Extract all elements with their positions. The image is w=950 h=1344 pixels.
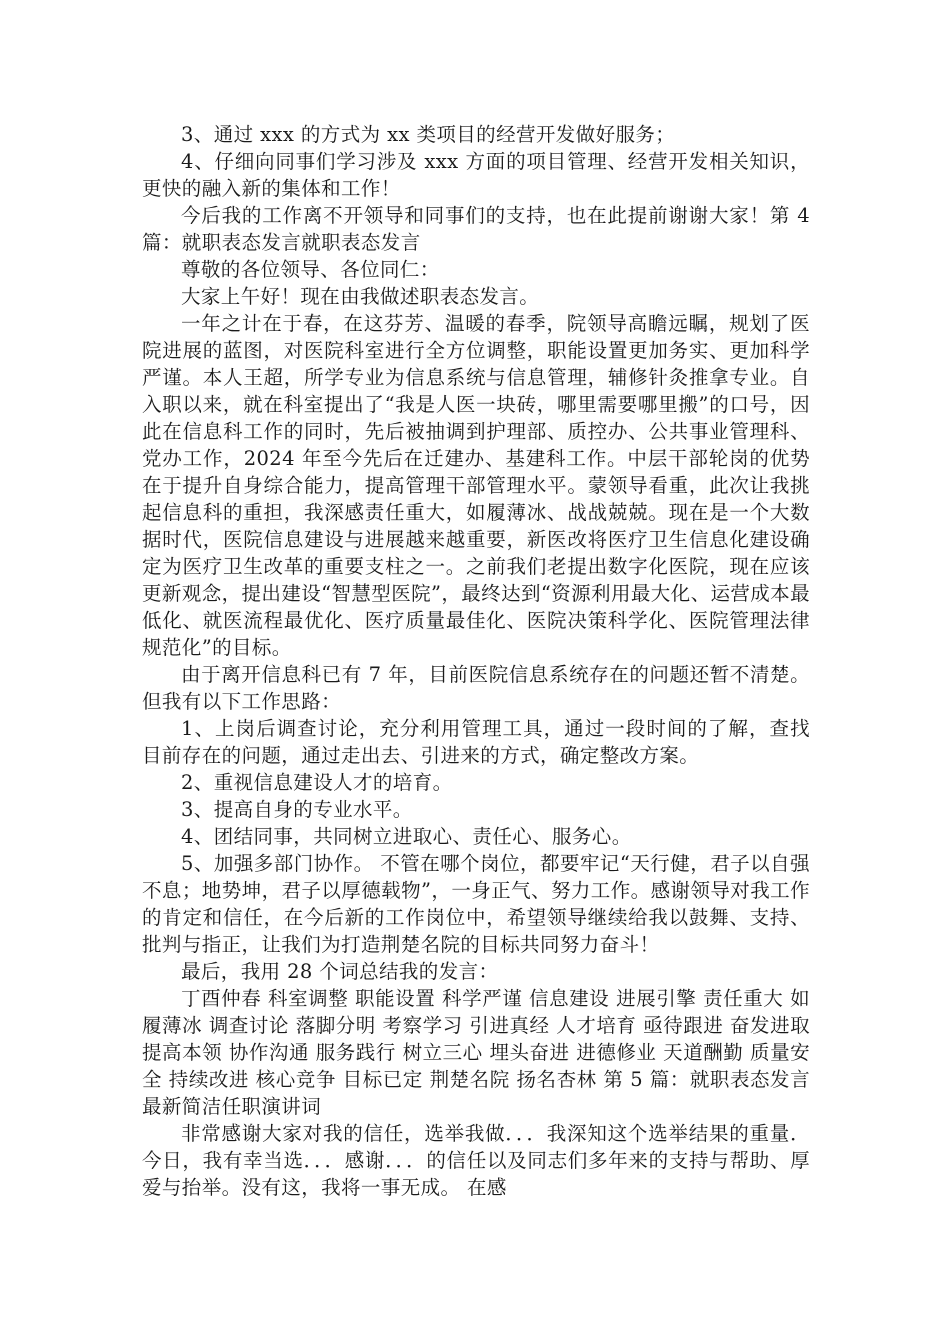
paragraph: 4、仔细向同事们学习涉及 xxx 方面的项目管理、经营开发相关知识，更快的融入新的集体和工作！ — [142, 150, 810, 200]
paragraph: 大家上午好！现在由我做述职表态发言。 — [181, 285, 540, 308]
paragraph: 由于离开信息科已有 7 年，目前医院信息系统存在的问题还暂不清楚。但我有以下工作思路： — [142, 663, 810, 713]
paragraph: 一年之计在于春，在这芬芳、温暖的春季，院领导高瞻远瞩，规划了医院进展的蓝图，对医院科室进行全方位调整，职能设置更加务实、更加科学严谨。本人王超，所学专业为信息系统与信息管理，辅修针灸推拿专业。自入职以来，就在科室提出了“我是人医一块砖，哪里需要哪里搬”的口号，因此在信息科工作的同时，先后被抽调到护理部、质控办、公共事业管理科、党办工作，2024 年至今先后在迁建办、基建科工作。中层干部轮岗的优势在于提升自身综合能力，提高管理干部管理水平。蒙领导看重，此次让我挑起信息科的重担，我深感责任重大，如履薄冰、战战兢兢。现在是一个大数据时代，医院信息建设与进展越来越重要，新医改将医疗卫生信息化建设确定为医疗卫生改革的重要支柱之一。之前我们老提出数字化医院，现在应该更新观念，提出建设“智慧型医院”，最终达到“资源利用最大化、运营成本最低化、就医流程最优化、医疗质量最佳化、医院决策科学化、医院管理法律规范化”的目标。 — [142, 312, 810, 659]
paragraph: 非常感谢大家对我的信任，选举我做．．．我深知这个选举结果的重量．今日，我有幸当选．．．感谢．．．的信任以及同志们多年来的支持与帮助、厚爱与抬举。没有这，我将一事无成。 在感 — [142, 1122, 810, 1199]
paragraph: 2、重视信息建设人才的培育。 — [181, 771, 453, 794]
paragraph: 丁酉仲春 科室调整 职能设置 科学严谨 信息建设 进展引擎 责任重大 如履薄冰 调查讨论 落脚分明 考察学习 引进真经 人才培育 亟待跟进 奋发进取 提高本领 协作沟通 服务践行 树立三心 埋头奋进 进德修业 天道酬勤 质量安全 持续改进 核心竞争 目标已定 荆楚名院 扬名杏林 第 5 篇：就职表态发言最新简洁任职演讲词 — [142, 987, 810, 1118]
paragraph: 1、上岗后调查讨论，充分利用管理工具，通过一段时间的了解，查找目前存在的问题，通过走出去、引进来的方式，确定整改方案。 — [142, 717, 810, 767]
document-body — [142, 121, 810, 1201]
paragraph: 最后，我用 28 个词总结我的发言： — [181, 960, 499, 983]
paragraph: 今后我的工作离不开领导和同事们的支持，也在此提前谢谢大家！第 4 篇：就职表态发言就职表态发言 — [142, 204, 810, 254]
paragraph: 尊敬的各位领导、各位同仁： — [181, 258, 440, 281]
paragraph: 3、提高自身的专业水平。 — [181, 798, 413, 821]
paragraph: 4、团结同事，共同树立进取心、责任心、服务心。 — [181, 825, 632, 848]
paragraph: 5、加强多部门协作。 不管在哪个岗位，都要牢记“天行健，君子以自强不息；地势坤，君子以厚德载物”，一身正气、努力工作。感谢领导对我工作的肯定和信任，在今后新的工作岗位中，希望领导继续给我以鼓舞、支持、批判与指正，让我们为打造荆楚名院的目标共同努力奋斗！ — [142, 852, 810, 956]
paragraph: 3、通过 xxx 的方式为 xx 类项目的经营开发做好服务； — [181, 123, 676, 146]
